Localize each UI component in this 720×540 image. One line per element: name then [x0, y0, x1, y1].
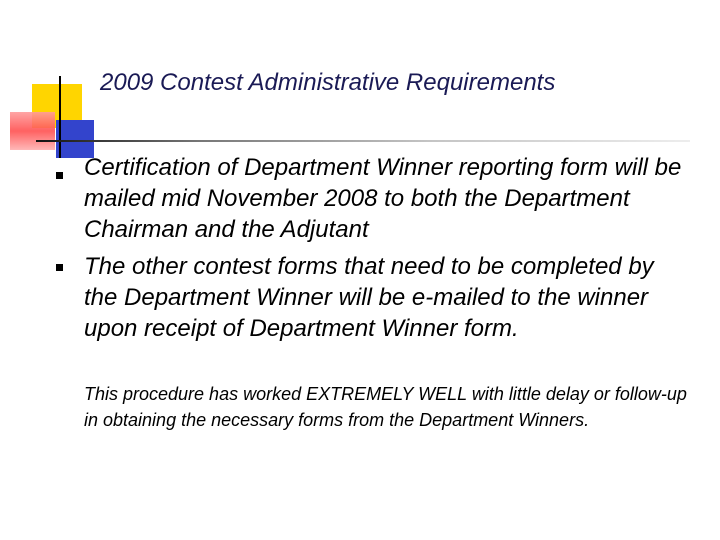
square-bullet-icon [56, 172, 63, 179]
bullet-item-contest-forms: The other contest forms that need to be completed by the Department Winner will be e-mailed to the winner upon receipt of Department Winner form. [84, 253, 654, 342]
vertical-rule [59, 76, 61, 158]
pink-square-decoration [10, 112, 55, 150]
slide-title: 2009 Contest Administrative Requirements [100, 69, 556, 96]
title-underline-rule [36, 140, 690, 142]
procedure-note: This procedure has worked EXTREMELY WELL with little delay or follow-up in obtaining the necessary forms from the Department Winners. [84, 384, 687, 430]
square-bullet-icon [56, 264, 63, 271]
bullet-item-certification: Certification of Department Winner reporting form will be mailed mid November 2008 to both the Department Chairman and the Adjutant [84, 154, 682, 243]
